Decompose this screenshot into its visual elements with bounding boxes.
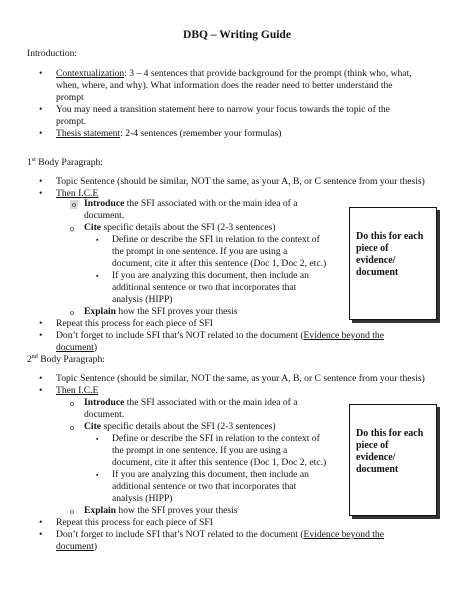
bullet-icon: • [39, 385, 43, 396]
body2-sub-define-cont: the prompt in one sentence. If you are using a [112, 445, 288, 456]
intro-bullet-contextualization-cont: prompt [56, 92, 84, 103]
body2-sub-analyze: If you are analyzing this document, then include an [112, 469, 309, 480]
circle-bullet-icon: o [70, 399, 74, 408]
intro-bullet-transition-cont: prompt. [56, 116, 87, 127]
evidence-callout-text: Do this for each piece of evidence/ document [356, 231, 424, 278]
bullet-icon: • [39, 330, 43, 341]
circle-bullet-icon: o [72, 200, 76, 209]
body1-introduce-cont: document. [84, 210, 125, 221]
square-bullet-icon: ▪ [96, 471, 99, 479]
body1-sub-define-cont: the prompt in one sentence. If you are using a [112, 246, 288, 257]
square-bullet-icon: ▪ [96, 272, 99, 280]
body1-cite: Cite specific details about the SFI (2-3 sentences) [84, 222, 276, 233]
bullet-icon: • [39, 68, 43, 79]
body1-introduce: Introduce the SFI associated with or the main idea of a [84, 198, 298, 209]
bullet-icon: • [39, 517, 43, 528]
intro-bullet-contextualization-cont: when, where, and why). What information does the reader need to better understand the [56, 80, 393, 91]
bullet-icon: • [39, 176, 43, 187]
circle-bullet-icon: o [70, 308, 74, 317]
body1-dont-forget-cont: document) [56, 342, 98, 353]
body2-introduce: Introduce the SFI associated with or the main idea of a [84, 397, 298, 408]
page-title: DBQ – Writing Guide [183, 29, 291, 41]
body1-sub-analyze-cont: analysis (HIPP) [112, 294, 173, 305]
intro-bullet-thesis: Thesis statement: 2-4 sentences (remember your formulas) [56, 128, 282, 139]
body2-then-ice: Then I.C.E [56, 385, 99, 396]
bullet-icon: • [39, 318, 43, 329]
body2-cite: Cite specific details about the SFI (2-3 sentences) [84, 421, 276, 432]
bullet-icon: • [39, 188, 43, 199]
body2-topic: Topic Sentence (should be similar, NOT the same, as your A, B, or C sentence from your thesis) [56, 373, 425, 384]
intro-heading: Introduction: [27, 48, 78, 59]
body1-sub-analyze: If you are analyzing this document, then include an [112, 270, 309, 281]
circle-bullet-icon: o [70, 507, 74, 516]
circle-bullet-icon: o [70, 423, 74, 432]
body2-sub-define-cont: document, cite it after this sentence (Doc 1, Doc 2, etc.) [112, 457, 327, 468]
body1-dont-forget: Don’t forget to include SFI that’s NOT related to the document (Evidence beyond the [56, 330, 384, 341]
bullet-icon: • [39, 529, 43, 540]
body1-sub-analyze-cont: additional sentence or two that incorporates that [112, 282, 297, 293]
body2-sub-define: Define or describe the SFI in relation to the context of [112, 433, 320, 444]
evidence-callout-text: Do this for each piece of evidence/ document [356, 428, 424, 475]
body2-heading: 2nd Body Paragraph: [27, 353, 105, 365]
body2-introduce-cont: document. [84, 409, 125, 420]
body2-dont-forget-cont: document) [56, 541, 98, 552]
body1-heading: 1st Body Paragraph: [27, 156, 103, 168]
intro-bullet-contextualization: Contextualization: 3 – 4 sentences that provide background for the prompt (think who, what, [56, 68, 412, 79]
square-bullet-icon: ▪ [96, 236, 99, 244]
body2-sub-analyze-cont: analysis (HIPP) [112, 493, 173, 504]
body1-sub-define: Define or describe the SFI in relation to the context of [112, 234, 320, 245]
body1-then-ice: Then I.C.E [56, 188, 99, 199]
body1-sub-define-cont: document, cite it after this sentence (Doc 1, Doc 2, etc.) [112, 258, 327, 269]
intro-bullet-transition: You may need a transition statement here to narrow your focus towards the topic of the [56, 104, 390, 115]
bullet-icon: • [39, 104, 43, 115]
body2-explain: Explain how the SFI proves your thesis [84, 505, 238, 516]
circle-bullet-icon: o [70, 224, 74, 233]
body1-repeat: Repeat this process for each piece of SFI [56, 318, 213, 329]
body2-sub-analyze-cont: additional sentence or two that incorporates that [112, 481, 297, 492]
bullet-icon: • [39, 373, 43, 384]
body1-topic: Topic Sentence (should be similar, NOT the same, as your A, B, or C sentence from your thesis) [56, 176, 425, 187]
square-bullet-icon: ▪ [96, 435, 99, 443]
body1-explain: Explain how the SFI proves your thesis [84, 306, 238, 317]
bullet-icon: • [39, 128, 43, 139]
body2-repeat: Repeat this process for each piece of SFI [56, 517, 213, 528]
body2-dont-forget: Don’t forget to include SFI that’s NOT related to the document (Evidence beyond the [56, 529, 384, 540]
